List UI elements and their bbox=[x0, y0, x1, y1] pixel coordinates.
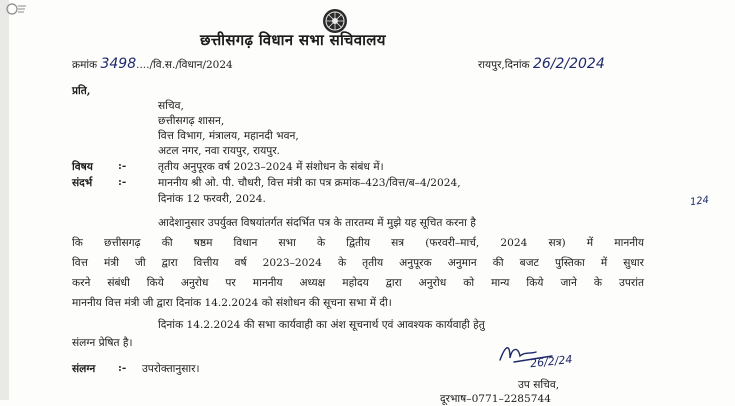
recipient-line: अटल नगर, नवा रायपुर, रायपुर. bbox=[158, 145, 281, 157]
sandarbh-sep: :- bbox=[118, 176, 127, 188]
reference-line bbox=[72, 56, 233, 72]
prati-label: प्रति, bbox=[72, 85, 91, 97]
subject-sep: :- bbox=[118, 160, 127, 172]
kramank-suffix: ..../वि.स./विधान/2024 bbox=[136, 59, 233, 71]
sandarbh-label: संदर्भ bbox=[72, 177, 93, 189]
enclosure-sep: :- bbox=[118, 362, 127, 374]
signature-designation: उप सचिव, bbox=[518, 379, 560, 391]
scan-edge bbox=[0, 0, 9, 400]
date-value: 26/2/2024 bbox=[532, 56, 605, 72]
body-line: वित्त मंत्री जी द्वारा वित्तीय वर्ष 2023–2024 के तृतीय अनुपूरक अनुमान की बजट पुस्तिका में सुधार bbox=[72, 257, 644, 269]
subject-label: विषय bbox=[72, 161, 93, 173]
body-line: संलग्न प्रेषित है। bbox=[72, 337, 133, 349]
sandarbh-line: दिनांक 12 फरवरी, 2024. bbox=[158, 193, 266, 205]
enclosure-text: उपरोक्तानुसार। bbox=[142, 363, 200, 375]
recipient-line: वित्त विभाग, मंत्रालय, महानदी भवन, bbox=[158, 130, 299, 142]
place-date-label: रायपुर,दिनांक bbox=[478, 59, 530, 71]
recipient-line: सचिव, bbox=[158, 100, 184, 112]
signature-phone: दूरभाष–0771–2285744 bbox=[440, 393, 552, 405]
body-line: आदेशानुसार उपर्युक्त विषयांतर्गत संदर्भित पत्र के तारतम्य में मुझे यह सूचित करना है bbox=[158, 217, 476, 229]
subject-text: तृतीय अनुपूरक वर्ष 2023–2024 में संशोधन के संबंध में। bbox=[158, 161, 384, 173]
sandarbh-line: माननीय श्री ओ. पी. चौधरी, वित्त मंत्री का पत्र क्रमांक–423/वित्त/ब–4/2024, bbox=[158, 177, 461, 189]
corner-logo-icon bbox=[6, 2, 28, 16]
body-line: दिनांक 14.2.2024 की सभा कार्यवाही का अंश सूचनार्थ एवं आवश्यक कार्यवाही हेतु bbox=[158, 319, 485, 331]
enclosure-label: संलग्न bbox=[72, 363, 96, 375]
signature-date: 26/2/24 bbox=[529, 352, 573, 371]
recipient-line: छत्तीसगढ़ शासन, bbox=[158, 115, 225, 127]
kramank-label: क्रमांक bbox=[72, 59, 98, 71]
place-date bbox=[478, 56, 605, 72]
body-line: कि छत्तीसगढ़ की षष्ठम विधान सभा के द्वितीय सत्र (फरवरी–मार्च, 2024 सत्र) में माननीय bbox=[72, 237, 644, 249]
page-title: छत्तीसगढ़ विधान सभा सचिवालय bbox=[200, 31, 386, 49]
body-line: करने संबंधी किये अनुरोध पर माननीय अध्यक्ष महोदय द्वारा अनुरोध को मान्य किये जाने के उपरांत bbox=[72, 277, 644, 289]
kramank-number: 3498 bbox=[100, 56, 137, 72]
margin-note: 124 bbox=[689, 194, 710, 209]
body-line: माननीय वित्त मंत्री जी द्वारा दिनांक 14.2.2024 को संशोधन की सूचना सभा में दी। bbox=[72, 297, 392, 309]
